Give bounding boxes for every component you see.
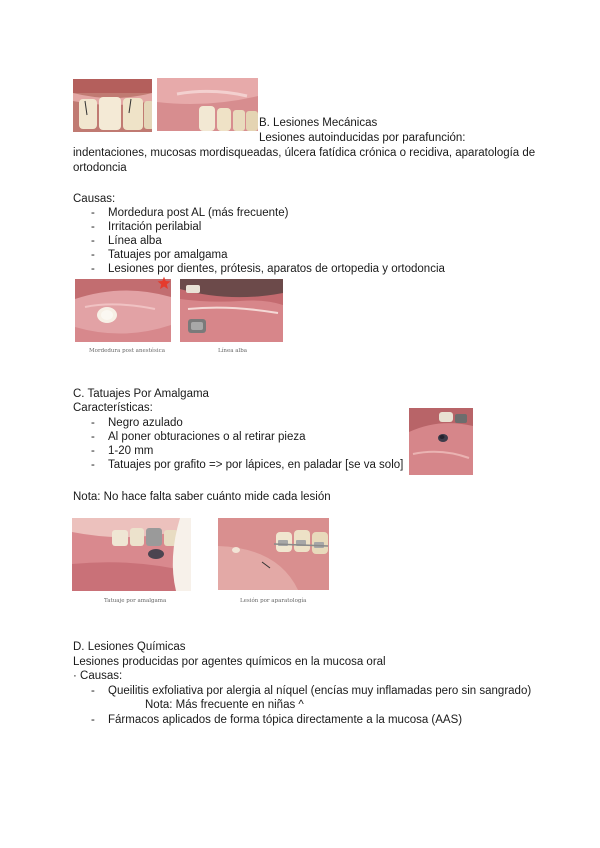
list-item: Línea alba <box>108 235 162 247</box>
photo-caption: Tatuaje por amalgama <box>104 598 167 604</box>
bullet-dash: - <box>91 714 95 726</box>
photo-bitten-mucosa <box>157 78 258 131</box>
photo-caption: Lesión por aparatología <box>240 598 307 604</box>
section-b-intro-line1: Lesiones autoinducidas por parafunción: <box>259 132 466 144</box>
list-item: Negro azulado <box>108 417 183 429</box>
photo-orthodontic-lesion <box>218 518 329 590</box>
section-b-intro-line3: ortodoncia <box>73 162 127 174</box>
list-item: Lesiones por dientes, prótesis, aparatos de ortopedia y ortodoncia <box>108 263 445 275</box>
list-item: Mordedura post AL (más frecuente) <box>108 207 289 219</box>
list-item: Tatuajes por amalgama <box>108 249 228 261</box>
section-b-causes-label: Causas: <box>73 193 116 205</box>
section-d-causes-label: · Causas: <box>73 670 123 682</box>
bullet-dash: - <box>91 445 95 457</box>
section-b-heading: B. Lesiones Mecánicas <box>259 117 378 129</box>
bullet-dash: - <box>91 685 95 697</box>
section-d-sub-note: Nota: Más frecuente en niñas ^ <box>145 699 304 711</box>
bullet-dash: - <box>91 207 95 219</box>
bullet-dash: - <box>91 417 95 429</box>
bullet-dash: - <box>91 235 95 247</box>
photo-linea-alba <box>180 279 283 342</box>
bullet-dash: - <box>91 459 95 471</box>
bullet-dash: - <box>91 221 95 233</box>
photo-caption: Línea alba <box>218 348 248 354</box>
photo-amalgam-tattoo <box>72 518 191 591</box>
section-c-features-label: Características: <box>73 402 153 414</box>
list-item: 1-20 mm <box>108 445 154 457</box>
list-item: Tatuajes por grafito => por lápices, en paladar [se va solo] <box>108 459 404 471</box>
list-item: Irritación perilabial <box>108 221 202 233</box>
bullet-dash: - <box>91 249 95 261</box>
red-star-icon <box>157 276 171 290</box>
photo-amalgam-tattoo-closeup <box>409 408 473 475</box>
list-item: Al poner obturaciones o al retirar pieza <box>108 431 306 443</box>
section-c-heading: C. Tatuajes Por Amalgama <box>73 388 209 400</box>
bullet-dash: - <box>91 431 95 443</box>
section-d-heading: D. Lesiones Químicas <box>73 641 186 653</box>
list-item: Queilitis exfoliativa por alergia al níquel (encías muy inflamadas pero sin sangrado) <box>108 685 532 697</box>
section-d-intro: Lesiones producidas por agentes químicos en la mucosa oral <box>73 656 386 668</box>
list-item: Fármacos aplicados de forma tópica directamente a la mucosa (AAS) <box>108 714 463 726</box>
section-c-note: Nota: No hace falta saber cuánto mide cada lesión <box>73 491 331 503</box>
photo-teeth-indentation <box>73 79 152 132</box>
photo-caption: Mordedura post anestésica <box>89 348 165 354</box>
bullet-dash: - <box>91 263 95 275</box>
section-b-intro-line2: indentaciones, mucosas mordisqueadas, úlcera fatídica crónica o recidiva, aparatología de <box>73 147 536 159</box>
